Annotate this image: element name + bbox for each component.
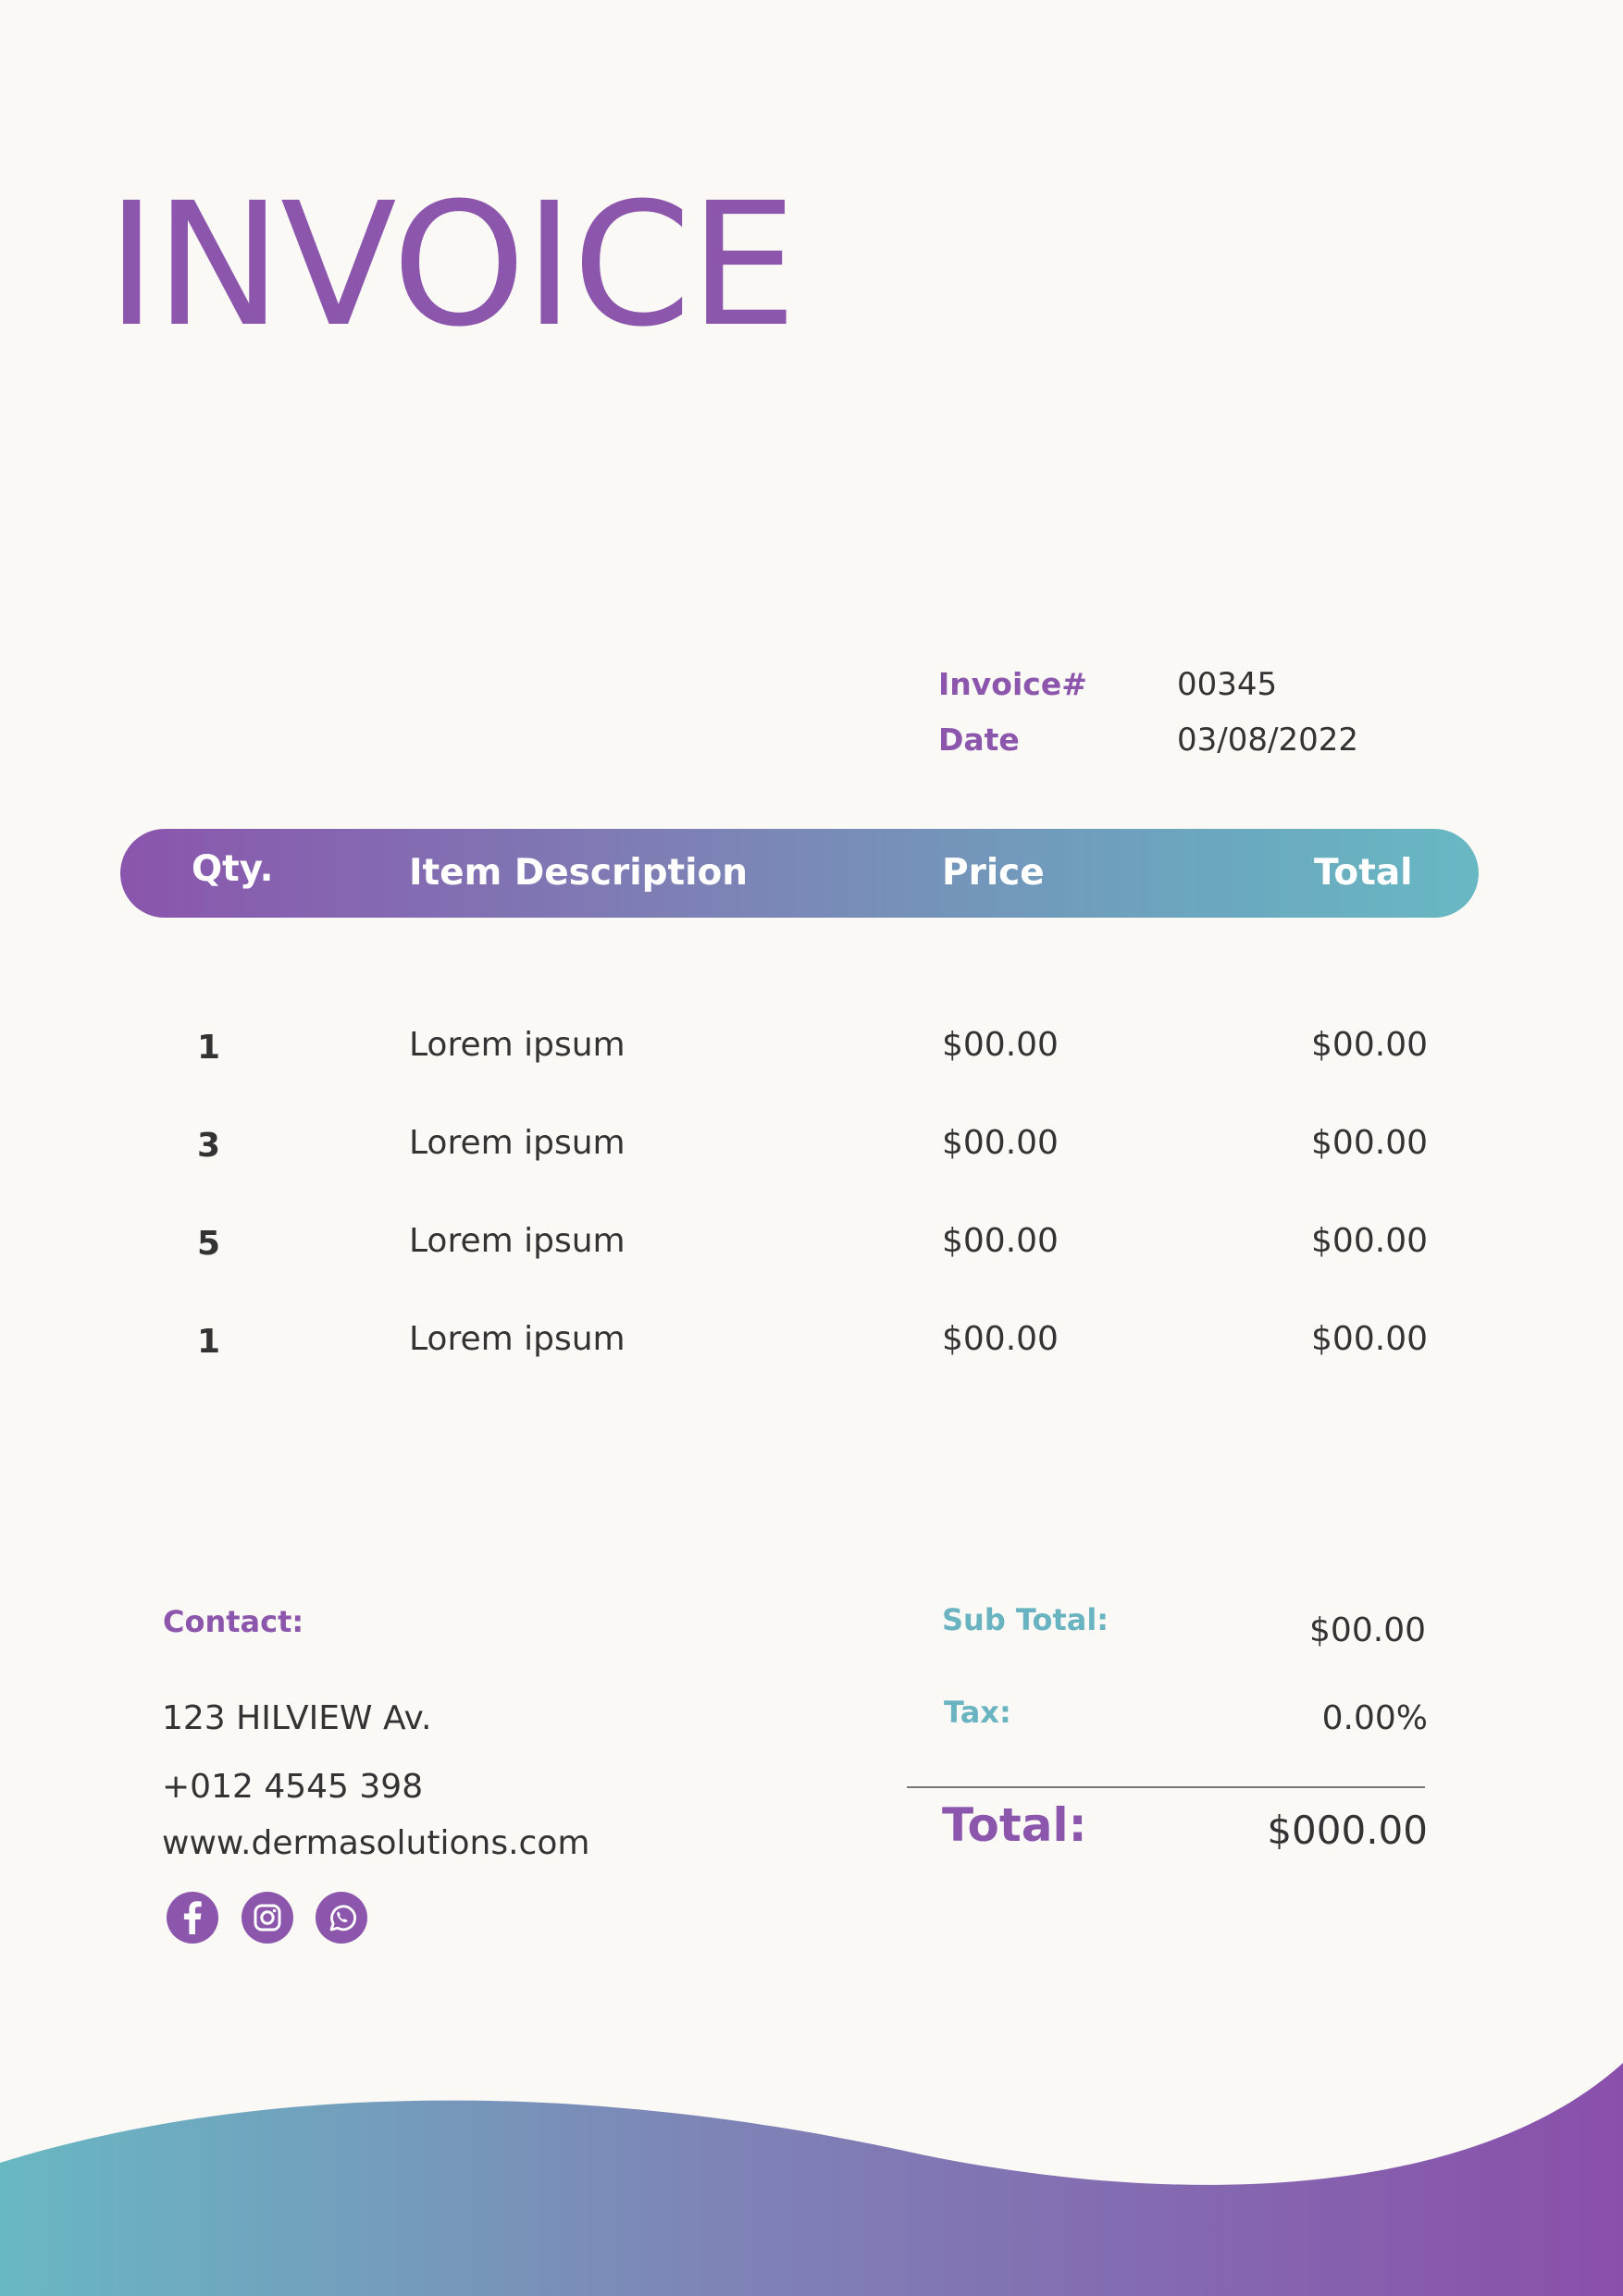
instagram-icon[interactable] [242,1892,293,1944]
table-row [0,1026,1623,1067]
subtotal-value: $00.00 [1309,1611,1426,1649]
row-qty: 3 [197,1127,221,1165]
row-total: $00.00 [1311,1222,1428,1260]
header-price: Price [942,852,1045,894]
row-qty: 1 [197,1323,221,1361]
contact-website[interactable]: www.dermasolutions.com [162,1824,590,1862]
tax-value: 0.00% [1321,1699,1428,1737]
table-row [0,1320,1623,1361]
row-total: $00.00 [1311,1320,1428,1358]
subtotal-label: Sub Total: [942,1602,1109,1637]
total-divider [907,1786,1425,1788]
invoice-number-label: Invoice# [938,666,1087,702]
header-total: Total [1314,852,1413,894]
row-price: $00.00 [942,1124,1059,1162]
tax-label: Tax: [944,1695,1011,1730]
row-description: Lorem ipsum [409,1026,626,1064]
date-value: 03/08/2022 [1177,722,1358,759]
row-qty: 5 [197,1225,221,1263]
row-description: Lorem ipsum [409,1320,626,1358]
row-qty: 1 [197,1029,221,1067]
contact-address: 123 HILVIEW Av. [162,1699,432,1737]
table-row [0,1124,1623,1165]
table-header [120,829,1479,918]
contact-phone: +012 4545 398 [162,1768,424,1806]
row-total: $00.00 [1311,1026,1428,1064]
row-price: $00.00 [942,1320,1059,1358]
table-row [0,1222,1623,1263]
bottom-wave [0,2035,1623,2296]
header-item-description: Item Description [409,852,749,894]
total-value: $000.00 [1267,1808,1428,1853]
invoice-number-value: 00345 [1177,666,1278,703]
row-price: $00.00 [942,1026,1059,1064]
total-label: Total: [942,1798,1087,1852]
row-description: Lorem ipsum [409,1222,626,1260]
row-price: $00.00 [942,1222,1059,1260]
row-description: Lorem ipsum [409,1124,626,1162]
contact-label: Contact: [163,1604,304,1639]
header-qty: Qty. [192,848,274,890]
facebook-icon[interactable] [167,1892,218,1944]
row-total: $00.00 [1311,1124,1428,1162]
date-label: Date [938,722,1020,758]
whatsapp-icon[interactable] [316,1892,367,1944]
invoice-title: INVOICE [106,167,796,364]
